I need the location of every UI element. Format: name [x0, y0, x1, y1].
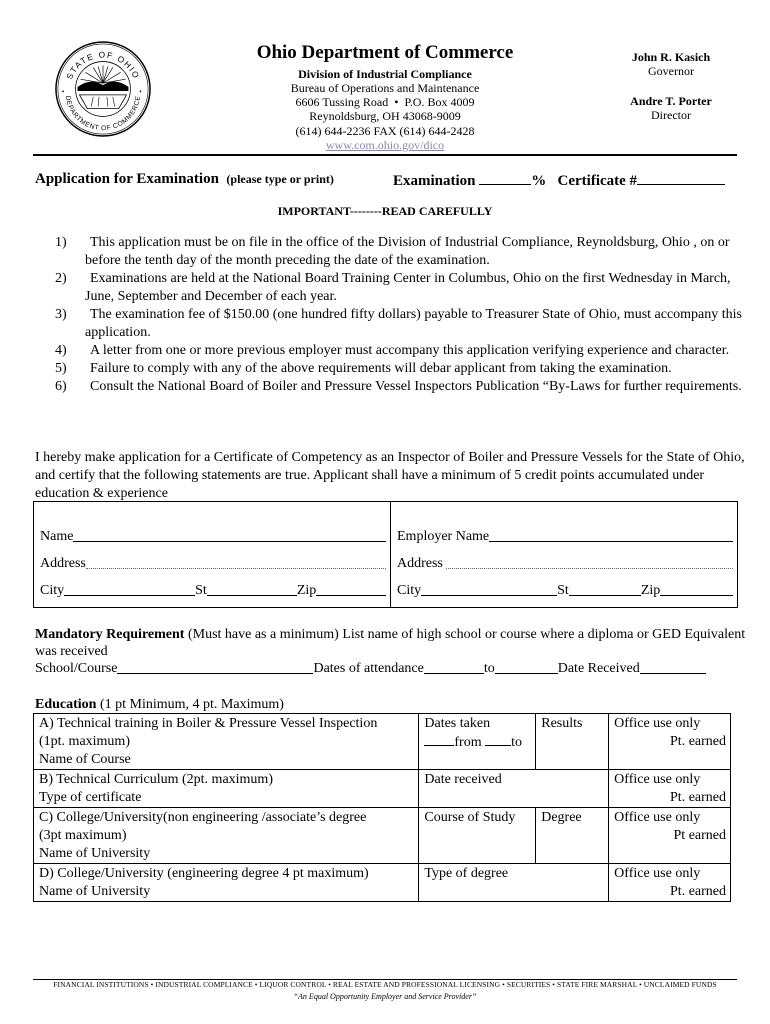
list-item: 6) Consult the National Board of Boiler and Pressure Vessel Inspectors Publication “By-Laws for further requirements.: [55, 379, 742, 394]
dates-to-field[interactable]: [485, 733, 511, 746]
list-item: 1) This application must be on file in the office of the Division of Industrial Compliance, Reynoldsburg, Ohio , on or before the tenth day of the month preceding the date of the examination.: [55, 235, 730, 268]
education-table: [33, 713, 731, 902]
employer-address-field[interactable]: Address: [397, 556, 733, 572]
ohio-department-of-commerce-seal: [54, 40, 152, 138]
website-link[interactable]: www.com.ohio.gov/dico: [325, 138, 445, 152]
seal-bottom-text: DEPARTMENT OF COMMERCE: [63, 95, 143, 133]
employer-section: [391, 502, 737, 607]
director-title: Director: [651, 108, 691, 122]
seal-top-text: STATE OF OHIO: [64, 49, 142, 81]
applicant-address-field[interactable]: Address: [40, 556, 386, 572]
division-name: Division of Industrial Compliance: [298, 67, 472, 81]
applicant-city-state-zip[interactable]: City St Zip: [40, 583, 386, 599]
application-title: Application for Examination (please type or print): [35, 171, 334, 187]
city-address: Reynoldsburg, OH 43068-9009: [309, 109, 461, 123]
bureau-name: Bureau of Operations and Maintenance: [290, 81, 480, 95]
svg-text:•: •: [61, 88, 65, 96]
mandatory-requirement: Mandatory Requirement (Must have as a minimum) List name of high school or course where a diploma or GED Equivalent was received: [35, 627, 746, 659]
applicant-employer-box: [33, 501, 738, 608]
dates-from-field[interactable]: [424, 733, 454, 746]
instructions-list: [35, 234, 747, 396]
table-row: C) College/University(non engineering /associate’s degree (3pt maximum) Name of University Course of Study Degree Office use only Pt earned: [34, 808, 731, 864]
header-divider: [33, 154, 737, 156]
school-course-line: School/Course Dates of attendance to Date Received: [35, 661, 747, 677]
director-name: Andre T. Porter: [630, 94, 712, 108]
list-item: 5) Failure to comply with any of the above requirements will debar applicant from taking the examination.: [55, 361, 672, 376]
school-course-field[interactable]: [117, 661, 313, 674]
list-item: 2) Examinations are held at the National Board Training Center in Columbus, Ohio on the first Wednesday in March, June, September and December of each year.: [55, 271, 731, 304]
applicant-section: [34, 502, 391, 607]
employer-city-state-zip[interactable]: City St Zip: [397, 583, 733, 599]
list-item: 3) The examination fee of $150.00 (one hundred fifty dollars) payable to Treasurer State of Ohio, must accompany this application.: [55, 307, 742, 340]
examination-field[interactable]: [479, 171, 531, 185]
employer-name-field[interactable]: Employer Name: [397, 529, 733, 545]
attendance-to-field[interactable]: [495, 661, 558, 674]
attendance-from-field[interactable]: [424, 661, 484, 674]
declaration-text: I hereby make application for a Certificate of Competency as an Inspector of Boiler and Pressure Vessels for the State of Ohio, and certify that the following statements are true. Applicant shall have a minimum of 5 credit points accumulated under education & experience: [35, 450, 745, 501]
examination-line: Examination % Certificate #: [393, 171, 725, 190]
applicant-name-field[interactable]: Name: [40, 529, 386, 545]
phone-fax: (614) 644-2236 FAX (614) 644-2428: [295, 124, 475, 138]
date-received-field[interactable]: [640, 661, 706, 674]
table-row: B) Technical Curriculum (2pt. maximum) Type of certificate Date received Office use only Pt. earned: [34, 770, 731, 808]
governor-name: John R. Kasich: [631, 50, 711, 64]
governor-title: Governor: [648, 64, 694, 78]
certificate-number-field[interactable]: [637, 171, 725, 185]
education-heading: Education (1 pt Minimum, 4 pt. Maximum): [35, 697, 284, 712]
table-row: A) Technical training in Boiler & Pressure Vessel Inspection (1pt. maximum) Name of Course Dates taken from to Results Office use only Pt. earned: [34, 714, 731, 770]
department-title: Ohio Department of Commerce: [256, 42, 514, 63]
footer-divisions: FINANCIAL INSTITUTIONS • INDUSTRIAL COMPLIANCE • LIQUOR CONTROL • REAL ESTATE AND PROFESSIONAL LICENSING • SECURITIES • STATE FIRE MARSHAL • UNCLAIMED FUNDS: [53, 980, 717, 989]
footer-tagline: “An Equal Opportunity Employer and Service Provider”: [293, 992, 477, 1001]
list-item: 4) A letter from one or more previous employer must accompany this application verifying experience and character.: [55, 343, 730, 358]
important-notice: IMPORTANT--------READ CAREFULLY: [277, 204, 493, 218]
table-row: D) College/University (engineering degree 4 pt maximum) Name of University Type of degree Office use only Pt. earned: [34, 864, 731, 902]
svg-text:•: •: [139, 88, 142, 96]
street-address: 6606 Tussing Road • P.O. Box 4009: [295, 95, 475, 109]
